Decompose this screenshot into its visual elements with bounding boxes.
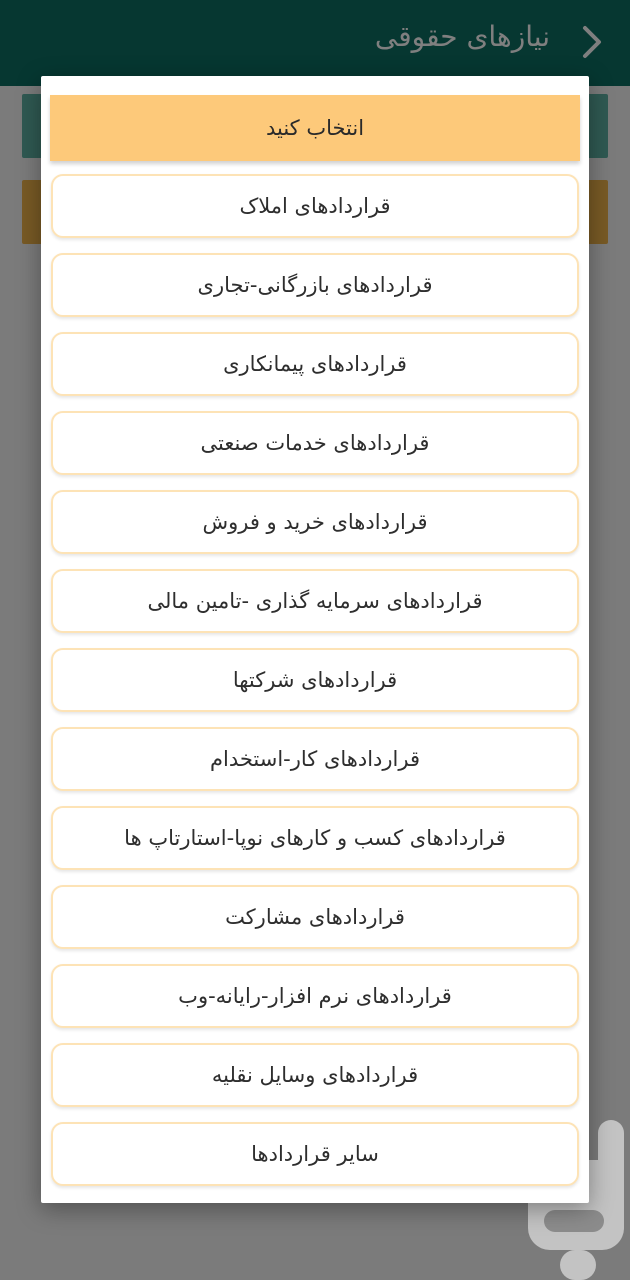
option-item[interactable]: قراردادهای خرید و فروش <box>51 490 579 554</box>
option-item[interactable]: قراردادهای بازرگانی-تجاری <box>51 253 579 317</box>
dialog-title: انتخاب کنید <box>50 95 580 161</box>
options-list <box>51 174 579 1201</box>
option-item[interactable]: قراردادهای خدمات صنعتی <box>51 411 579 475</box>
option-item[interactable]: قراردادهای وسایل نقلیه <box>51 1043 579 1107</box>
option-item[interactable]: قراردادهای پیمانکاری <box>51 332 579 396</box>
option-item[interactable]: قراردادهای کسب و کارهای نوپا-استارتاپ ها <box>51 806 579 870</box>
option-item[interactable]: قراردادهای املاک <box>51 174 579 238</box>
option-item[interactable]: قراردادهای کار-استخدام <box>51 727 579 791</box>
selection-dialog <box>41 76 589 1203</box>
option-item[interactable]: سایر قراردادها <box>51 1122 579 1186</box>
option-item[interactable]: قراردادهای مشارکت <box>51 885 579 949</box>
option-item[interactable]: قراردادهای شرکتها <box>51 648 579 712</box>
option-item[interactable]: قراردادهای نرم افزار-رایانه-وب <box>51 964 579 1028</box>
option-item[interactable]: قراردادهای سرمایه گذاری -تامین مالی <box>51 569 579 633</box>
